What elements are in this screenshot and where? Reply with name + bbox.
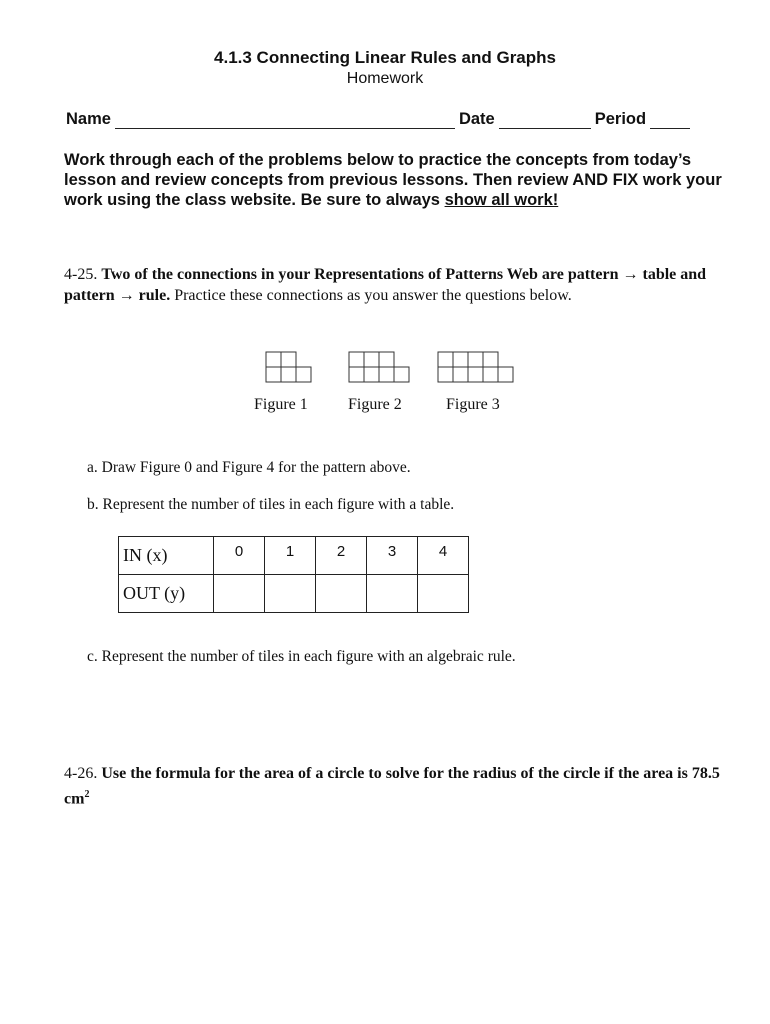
table-row-out xyxy=(119,575,469,613)
in-value: 4 xyxy=(418,537,469,575)
problem-text: Use the formula for the area of a circle to solve for the radius of the circle if the area is 78.5 cm xyxy=(64,765,720,808)
tile-pattern-figures xyxy=(250,348,550,428)
table-row-in xyxy=(119,537,469,575)
in-value: 2 xyxy=(316,537,367,575)
instructions xyxy=(64,150,724,210)
superscript: 2 xyxy=(84,789,90,800)
out-value-cell[interactable] xyxy=(214,575,265,613)
in-value: 3 xyxy=(367,537,418,575)
name-field[interactable] xyxy=(115,114,455,129)
in-value: 1 xyxy=(265,537,316,575)
part-a: a. Draw Figure 0 and Figure 4 for the pattern above. xyxy=(87,459,411,476)
problem-text: Practice these connections as you answer the questions below. xyxy=(174,287,572,304)
date-field[interactable] xyxy=(499,114,591,129)
in-label: IN (x) xyxy=(119,537,214,575)
figure-1-tiles xyxy=(266,352,311,382)
tile-pattern-drawing xyxy=(250,348,550,396)
part-b: b. Represent the number of tiles in each figure with a table. xyxy=(87,496,455,513)
instructions-emphasis: show all work! xyxy=(444,191,559,209)
name-label: Name xyxy=(66,110,111,128)
part-c: c. Represent the number of tiles in each figure with an algebraic rule. xyxy=(87,648,516,665)
out-value-cell[interactable] xyxy=(418,575,469,613)
in-out-table xyxy=(118,536,469,613)
period-label: Period xyxy=(594,110,647,128)
in-value: 0 xyxy=(214,537,265,575)
out-label: OUT (y) xyxy=(119,575,214,613)
problem-4-25 xyxy=(64,264,714,306)
date-label: Date xyxy=(458,110,495,128)
out-value-cell[interactable] xyxy=(367,575,418,613)
problem-number: 4-26. xyxy=(64,765,98,782)
page-title: 4.1.3 Connecting Linear Rules and Graphs xyxy=(214,48,556,67)
problem-number: 4-25. xyxy=(64,266,98,283)
figure-3-tiles xyxy=(438,352,513,382)
figure-2-tiles xyxy=(349,352,409,382)
instructions-text: Work through each of the problems below to practice the concepts from today’s lesson and review concepts from previous lessons. Then review AND FIX work your work using the class website. Be sure to always xyxy=(64,151,722,209)
out-value-cell[interactable] xyxy=(265,575,316,613)
problem-bold-text: Two of the connections in your Representations of Patterns Web are pattern → table and pattern → rule. xyxy=(64,266,707,304)
student-info-line xyxy=(66,110,706,129)
period-field[interactable] xyxy=(650,114,690,129)
page-subtitle: Homework xyxy=(346,70,424,87)
figure-3-label: Figure 3 xyxy=(446,396,500,413)
out-value-cell[interactable] xyxy=(316,575,367,613)
problem-4-26 xyxy=(64,763,724,809)
figure-1-label: Figure 1 xyxy=(254,396,308,413)
figure-2-label: Figure 2 xyxy=(348,396,402,413)
